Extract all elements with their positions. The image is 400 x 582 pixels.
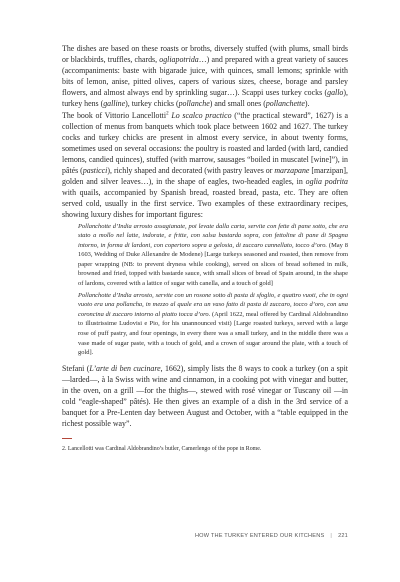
footer-separator: | (330, 533, 333, 539)
paragraph-stefani: Stefani (L’arte di ben cucinare, 1662), simply lists the 8 ways to cook a turkey (on a spit —larded—, à la Swiss with wine and cinnamon, in a cooking pot with vinegar and butter, in the oven, on a grill —for the thighs—, stewed with rosé vinegar or Tuscany oil —in cold “eagle-shaped” pâtés). He then gives an example of a dish in the 3rd service of a banquet for a Pre-Lenten day between August and October, with a “table equipped in the richest possible way”. (62, 363, 349, 429)
paragraph-lancellotti: The book of Vittorio Lancellotti$^2$ Lo scalco practico (“the practical steward”, 1627) is a collection of menus from banquets which took place between 1602 and 1627. The turkey cocks and turkey chicks are present in almost every service, in about twenty forms, sometimes used on several occasions: the poultry is roasted and larded (with lard, candied lemons, candied quinces), stuffed (with marrow, sausages “boiled in muscatel [wine]”), in pâtés (pasticci), richly shaped and decorated (with pastry leaves or marzapane [marzipan], golden and silver leaves…), in the shape of eagles, two-headed eagles, in oglia podrita with quails, accompanied by Spanish bread, roasted bread, pasta, etc. They are often served cold, usually in the first service. Two examples of these extraordinary recipes, showing luxury dishes for important figures: (62, 110, 349, 220)
running-title: HOW THE TURKEY ENTERED OUR KITCHENS (194, 533, 325, 539)
paragraph-scappi: The dishes are based on these roasts or broths, diversely stuffed (with plums, small birds or blackbirds, truffles, chards, ogliapotrida…) and prepared with a great variety of sauces (accompaniments: baste with bigarade juice, with quinces, small lemons; sprinkle with bits of lemon, anise, pitted olives, capers of various sizes, cheese, borage and parsley flowers, and almost always end by sprinkling sugar…). Scappi uses turkey cocks (gallo), turkey hens (galline), turkey chicks (pollanche) and small ones (pollanchette). (62, 44, 348, 109)
footnote-marker: 2 (166, 110, 169, 116)
running-footer (195, 533, 348, 539)
recipe-quotes (78, 222, 348, 358)
recipe-quote-1603: Pollanchotte d’India arrosto assagianate, poi levate dalla carta, servite con fette di pane sotto, che era stato a mollo nel latte, indorate, e fritte, con salsa bastarda sopra, con fettoline di pane di Spagna intorno, in forma di lardoni, con copertoro sopra a gelosia, di zuccaro cannellato, tocco d’oro. (May 8 1603, Wedding of Duke Allexandre de Modene) [Large turkeys seasoned and roasted, then remove from paper wrapping (NB: to prevent dryness while cooking), served on slices of bread softened in milk, browned and fried, topped with bastarde sauce, with small slices of bread of Spain around, in the shape of lardons, covered with a lattice of sugar with canella, and a touch of gold] (78, 222, 349, 288)
page-number: 221 (338, 533, 348, 539)
footnote-divider (62, 438, 72, 439)
recipe-quote-1622: Pollanchotte d’India arrosto, servite con un rosone sotto di pasta di sfoglio, e quattro vuoti, che in ogni vuoto era una pollancha, in mezzo al quale era un vaso fatto di pasta di zuccaro, tocco d’oro, con una coroncina di zuccaro intorno al piatto tocca d’oro. (April 1622, meal offered by Cardinal Aldobrandino to illustrissime Ludovisi e Pio, for his unannounced visit) [Large roasted turkeys, served with a large rose of puff pastry, and four openings, in every there was a small turkey, and in the middle there was a vase made of sugar paste, with a touch of gold, and a crown of sugar around the plate, with a touch of gold]. (78, 291, 348, 357)
main-text (62, 43, 348, 429)
footnote: 2. Lancellotti was Cardinal Aldobrandino’s butler, Camerlengo of the pope in Rome. (62, 446, 262, 453)
